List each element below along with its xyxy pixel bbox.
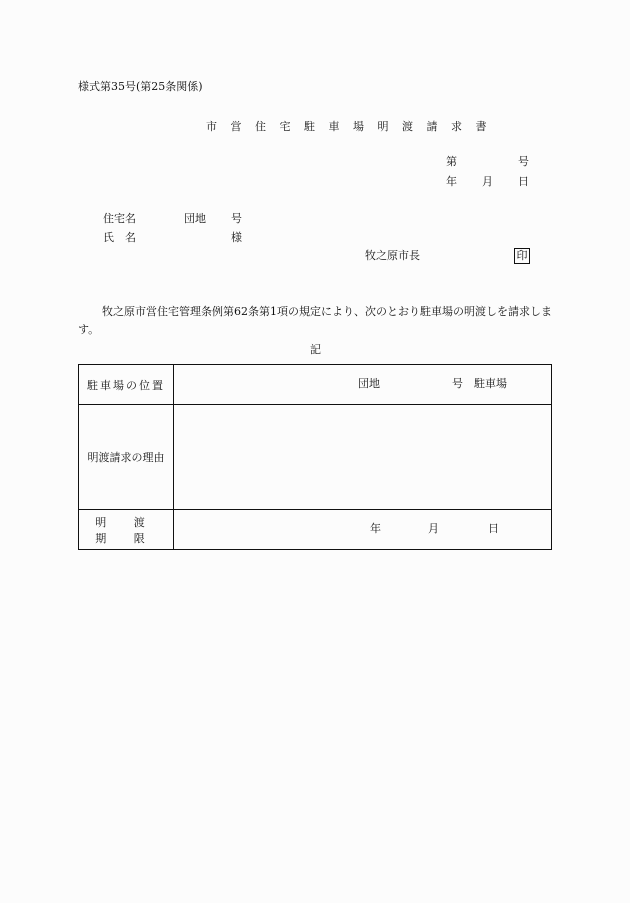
doc-number-prefix: 第 xyxy=(446,155,457,168)
request-body-text: 牧之原市営住宅管理条例第62条第1項の規定により、次のとおり駐車場の明渡しを請求します。 xyxy=(78,305,552,336)
location-danchi-label: 団地 xyxy=(358,377,380,390)
location-label: 駐車場の位置 xyxy=(87,378,165,392)
housing-go-label: 号 xyxy=(231,212,242,225)
housing-danchi-label: 団地 xyxy=(184,212,206,225)
housing-name-label: 住宅名 xyxy=(103,212,136,225)
location-value-cell xyxy=(174,365,552,405)
deadline-year-label: 年 xyxy=(370,522,381,535)
deadline-value-cell xyxy=(174,510,552,550)
location-go-label: 号 xyxy=(452,377,463,390)
deadline-label-cell xyxy=(79,510,174,550)
ki-heading: 記 xyxy=(310,343,321,356)
deadline-label: 明 渡 期 限 xyxy=(95,515,157,545)
reason-label-cell xyxy=(79,405,174,510)
request-table xyxy=(78,364,552,550)
issuer-name: 牧之原市長 xyxy=(365,249,420,262)
deadline-month-label: 月 xyxy=(428,522,439,535)
document-title: 市 営 住 宅 駐 車 場 明 渡 請 求 書 xyxy=(206,120,492,133)
date-year-label: 年 xyxy=(446,175,457,188)
location-label-cell xyxy=(79,365,174,405)
form-number: 様式第35号(第25条関係) xyxy=(78,80,203,93)
deadline-row xyxy=(79,510,552,550)
date-day-label: 日 xyxy=(518,175,529,188)
honorific-label: 様 xyxy=(231,231,242,244)
date-month-label: 月 xyxy=(482,175,493,188)
reason-value-cell xyxy=(174,405,552,510)
location-parking-label: 駐車場 xyxy=(474,377,507,390)
reason-row xyxy=(79,405,552,510)
reason-label: 明渡請求の理由 xyxy=(87,451,165,464)
location-row xyxy=(79,365,552,405)
seal-mark: 印 xyxy=(514,248,530,264)
resident-name-label: 氏 名 xyxy=(103,231,136,244)
deadline-day-label: 日 xyxy=(488,522,499,535)
doc-number-suffix: 号 xyxy=(518,155,529,168)
